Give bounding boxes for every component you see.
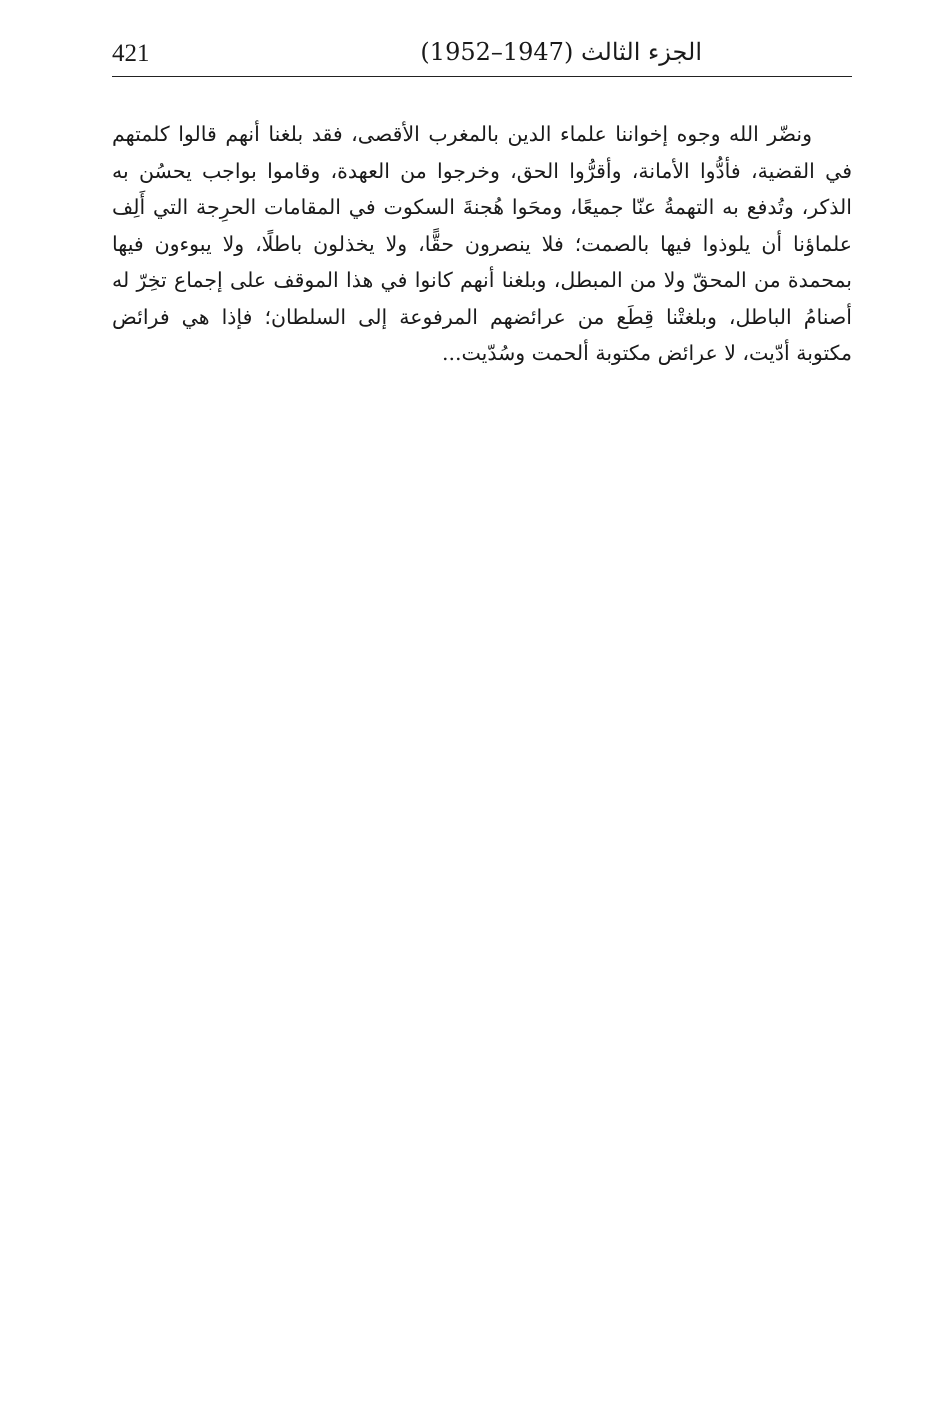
page-header: [112, 34, 852, 74]
running-title: الجزء الثالث (1947–1952): [420, 38, 702, 66]
page-number: 421: [112, 40, 150, 67]
body-text: [112, 116, 852, 372]
paragraph: ونضّر الله وجوه إخواننا علماء الدين بالمغرب الأقصى، فقد بلغنا أنهم قالوا كلمتهم في القضية، فأدُّوا الأمانة، وأقرُّوا الحق، وخرجوا من العهدة، وقاموا بواجب يحسُن به الذكر، وتُدفع به التهمةُ عنّا جميعًا، ومحَوا هُجنةَ السكوت في المقامات الحرِجة التي أَلِف علماؤنا أن يلوذوا فيها بالصمت؛ فلا ينصرون حقًّا، ولا يخذلون باطلًا، ولا يبوءون فيها بمحمدة من المحقّ ولا من المبطل، وبلغنا أنهم كانوا في هذا الموقف على إجماع تخِرّ له أصنامُ الباطل، وبلغتْنا قِطَع من عرائضهم المرفوعة إلى السلطان؛ فإذا هي فرائض مكتوبة أدّيت، لا عرائض مكتوبة ألحمت وسُدّيت...: [112, 122, 853, 365]
header-divider: [112, 76, 852, 77]
